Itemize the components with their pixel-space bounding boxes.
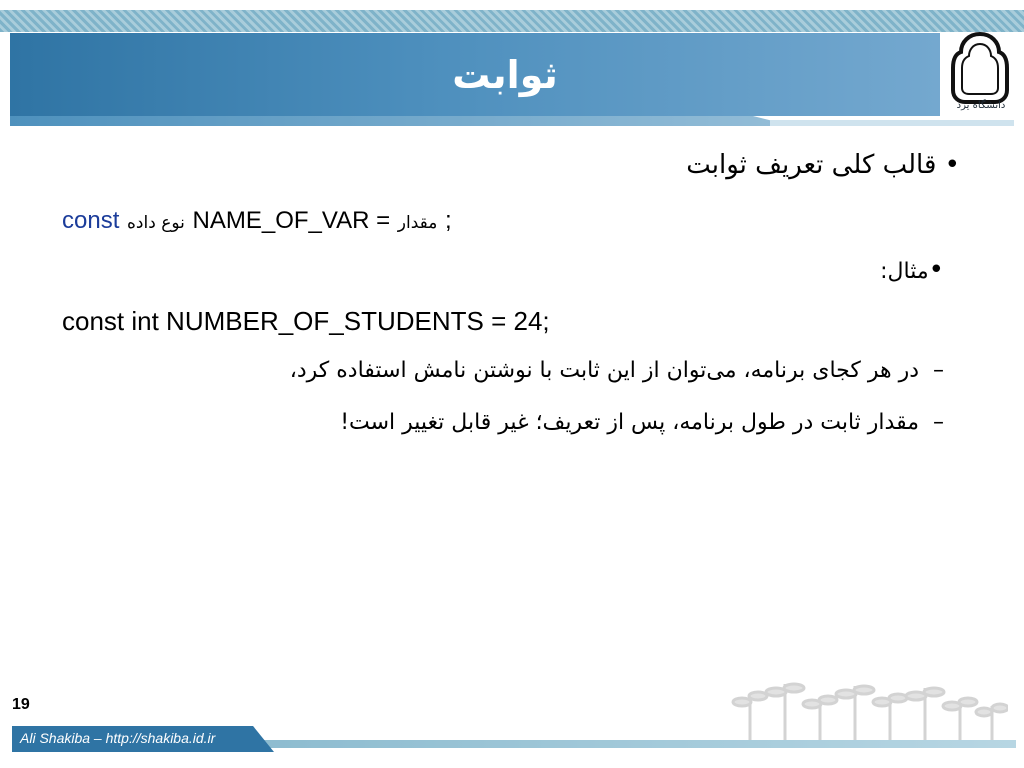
const-keyword: const [62,207,120,234]
page-number: 19 [12,696,30,713]
bullet-text: قالب کلی تعریف ثوابت [686,150,937,180]
plants-decoration-icon [730,672,1008,740]
syntax-line [62,206,452,235]
sub-bullet-item [290,358,944,383]
title-underline [770,120,1014,126]
sub-bullet-text: مقدار ثابت در طول برنامه، پس از تعریف؛ غیر قابل تغییر است! [340,410,919,435]
statement-end: ; [444,207,452,234]
footer-text: Ali Shakiba – http://shakiba.id.ir [20,730,216,746]
name-placeholder: NAME_OF_VAR = [192,207,391,234]
bullet-item [686,150,960,180]
sub-bullet-item [340,410,944,435]
top-decorative-stripe [0,10,1024,32]
sub-bullet-text: در هر کجای برنامه، می‌توان از این ثابت با نوشتن نامش استفاده کرد، [289,358,919,383]
bullet-icon: • [928,255,944,285]
bullet-icon: • [936,150,960,180]
slide-title: ثوابت [452,52,558,97]
dash-icon: – [933,358,944,383]
dash-icon: – [933,410,944,435]
logo-caption: دانشگاه یزد [956,100,1006,111]
bullet-item [880,255,944,285]
example-code: const int NUMBER_OF_STUDENTS = 24; [62,306,550,336]
type-placeholder: نوع داده [127,213,185,233]
value-placeholder: مقدار [397,213,438,233]
bullet-text: مثال: [880,259,929,284]
